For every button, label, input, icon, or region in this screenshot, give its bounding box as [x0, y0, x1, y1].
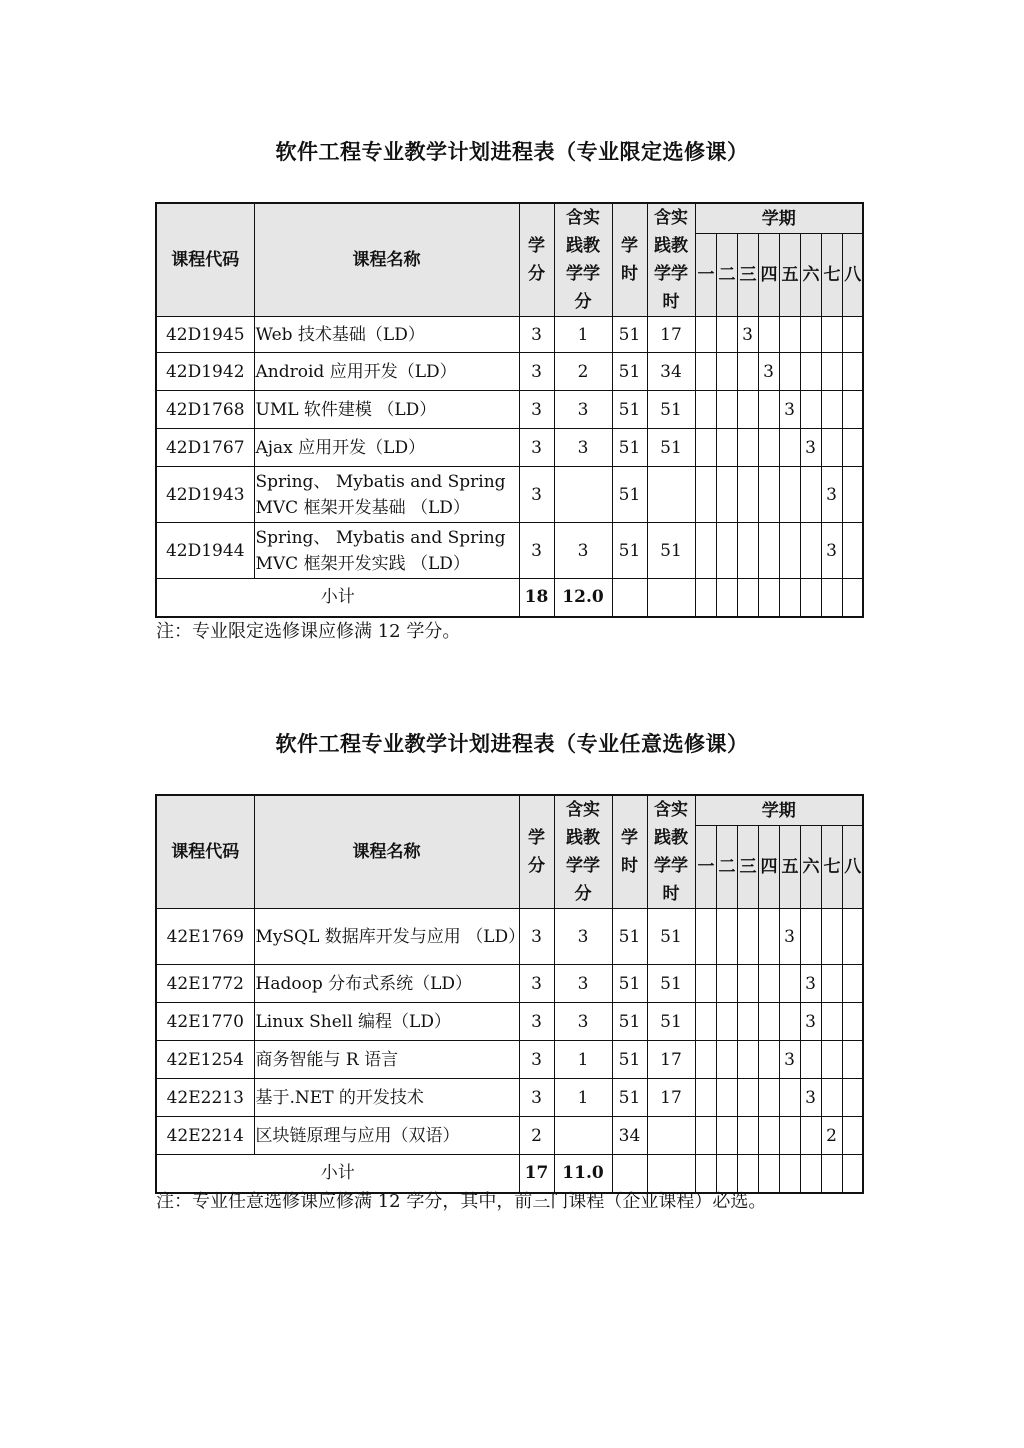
- practice-credit: [554, 1117, 612, 1155]
- subtotal-empty-cell: [800, 1155, 821, 1193]
- header-semester-6: 六: [800, 234, 821, 317]
- header-credit: [519, 203, 554, 317]
- header-semester-4: 四: [758, 234, 779, 317]
- practice-hours: 51: [647, 523, 695, 579]
- semester-5-credit: [779, 523, 800, 579]
- semester-1-credit: [695, 467, 716, 523]
- hours: 51: [612, 467, 647, 523]
- credit: 3: [519, 965, 554, 1003]
- header-semester-3: 三: [737, 826, 758, 909]
- course-code: 42D1767: [156, 429, 254, 467]
- semester-2-credit: [716, 965, 737, 1003]
- semester-1-credit: [695, 1079, 716, 1117]
- header-semester-3: 三: [737, 234, 758, 317]
- credit: 3: [519, 353, 554, 391]
- table-row: [156, 965, 863, 1003]
- subtotal-credit: 18: [519, 579, 554, 617]
- course-name: Hadoop 分布式系统（LD）: [254, 965, 519, 1003]
- semester-4-credit: [758, 467, 779, 523]
- semester-4-credit: [758, 429, 779, 467]
- header-semester-1: 一: [695, 234, 716, 317]
- table-row: [156, 1041, 863, 1079]
- semester-1-credit: [695, 317, 716, 353]
- semester-4-credit: 3: [758, 353, 779, 391]
- semester-8-credit: [842, 1079, 863, 1117]
- practice-hours: 51: [647, 1003, 695, 1041]
- semester-4-credit: [758, 1117, 779, 1155]
- semester-6-credit: 3: [800, 1003, 821, 1041]
- header-hours-line: 学: [621, 236, 638, 256]
- course-code: 42D1768: [156, 391, 254, 429]
- semester-4-credit: [758, 1003, 779, 1041]
- header-practice-hours-line: 学学: [654, 856, 688, 876]
- credit: 3: [519, 429, 554, 467]
- subtotal-empty-cell: [647, 579, 695, 617]
- header-course-name: 课程名称: [254, 203, 519, 317]
- subtotal-empty-cell: [821, 579, 842, 617]
- semester-7-credit: [821, 909, 842, 965]
- semester-6-credit: [800, 467, 821, 523]
- header-practice-credit-line: 践教: [566, 236, 600, 256]
- semester-8-credit: [842, 1003, 863, 1041]
- subtotal-label: 小计: [156, 1155, 519, 1193]
- practice-credit: [554, 467, 612, 523]
- semester-5-credit: [779, 965, 800, 1003]
- header-semester-4: 四: [758, 826, 779, 909]
- subtotal-empty-cell: [779, 1155, 800, 1193]
- header-credit-line: 分: [528, 264, 545, 284]
- table-row: [156, 317, 863, 353]
- course-code: 42E1769: [156, 909, 254, 965]
- semester-8-credit: [842, 965, 863, 1003]
- semester-1-credit: [695, 1003, 716, 1041]
- practice-credit: 3: [554, 1003, 612, 1041]
- course-code: 42D1942: [156, 353, 254, 391]
- semester-1-credit: [695, 523, 716, 579]
- semester-6-credit: [800, 1117, 821, 1155]
- course-plan-table-elective: [155, 794, 864, 1194]
- table-row: [156, 909, 863, 965]
- subtotal-empty-cell: [758, 579, 779, 617]
- course-name: UML 软件建模 （LD）: [254, 391, 519, 429]
- semester-6-credit: 3: [800, 1079, 821, 1117]
- header-hours: [612, 203, 647, 317]
- semester-2-credit: [716, 391, 737, 429]
- subtotal-empty-cell: [737, 579, 758, 617]
- subtotal-empty-cell: [842, 1155, 863, 1193]
- practice-credit: 3: [554, 909, 612, 965]
- header-hours: [612, 795, 647, 909]
- header-semester-2: 二: [716, 826, 737, 909]
- header-practice-hours-line: 学学: [654, 264, 688, 284]
- header-credit-line: 分: [528, 856, 545, 876]
- header-semester-8: 八: [842, 826, 863, 909]
- semester-7-credit: [821, 391, 842, 429]
- semester-4-credit: [758, 317, 779, 353]
- semester-8-credit: [842, 317, 863, 353]
- course-code: 42E1772: [156, 965, 254, 1003]
- semester-6-credit: [800, 1041, 821, 1079]
- practice-hours: 34: [647, 353, 695, 391]
- practice-hours: 17: [647, 1079, 695, 1117]
- credit: 3: [519, 523, 554, 579]
- header-practice-credit: [554, 203, 612, 317]
- hours: 51: [612, 429, 647, 467]
- header-practice-hours-line: 时: [662, 884, 680, 904]
- header-semester: 学期: [695, 795, 863, 826]
- semester-3-credit: [737, 965, 758, 1003]
- practice-hours: [647, 467, 695, 523]
- table-row: [156, 1003, 863, 1041]
- semester-5-credit: [779, 1003, 800, 1041]
- semester-6-credit: [800, 353, 821, 391]
- course-code: 42E1770: [156, 1003, 254, 1041]
- header-practice-hours-line: 践教: [654, 236, 688, 256]
- semester-6-credit: [800, 909, 821, 965]
- practice-hours: [647, 1117, 695, 1155]
- semester-8-credit: [842, 467, 863, 523]
- header-hours-line: 学: [621, 828, 638, 848]
- header-semester-8: 八: [842, 234, 863, 317]
- subtotal-empty-cell: [716, 579, 737, 617]
- semester-7-credit: [821, 1041, 842, 1079]
- header-practice-credit-line: 分: [574, 884, 592, 904]
- practice-credit: 1: [554, 1041, 612, 1079]
- header-course-code: 课程代码: [156, 795, 254, 909]
- semester-4-credit: [758, 523, 779, 579]
- header-credit-line: 学: [528, 236, 545, 256]
- subtotal-empty-cell: [821, 1155, 842, 1193]
- practice-credit: 1: [554, 317, 612, 353]
- semester-3-credit: [737, 353, 758, 391]
- header-practice-hours-line: 践教: [654, 828, 688, 848]
- semester-7-credit: [821, 965, 842, 1003]
- semester-2-credit: [716, 353, 737, 391]
- header-semester-6: 六: [800, 826, 821, 909]
- table-row: [156, 1079, 863, 1117]
- semester-8-credit: [842, 1041, 863, 1079]
- semester-4-credit: [758, 965, 779, 1003]
- practice-hours: 51: [647, 965, 695, 1003]
- semester-8-credit: [842, 391, 863, 429]
- header-practice-hours-line: 含实: [654, 208, 688, 228]
- semester-2-credit: [716, 909, 737, 965]
- hours: 51: [612, 391, 647, 429]
- semester-4-credit: [758, 1041, 779, 1079]
- course-plan-table-restricted: [155, 202, 864, 618]
- practice-credit: 3: [554, 523, 612, 579]
- semester-6-credit: [800, 317, 821, 353]
- credit: 3: [519, 317, 554, 353]
- semester-8-credit: [842, 909, 863, 965]
- table-row: [156, 429, 863, 467]
- header-practice-credit-line: 学学: [566, 856, 600, 876]
- header-semester-1: 一: [695, 826, 716, 909]
- subtotal-empty-cell: [842, 579, 863, 617]
- table-row: [156, 353, 863, 391]
- semester-2-credit: [716, 1041, 737, 1079]
- subtotal-empty-cell: [695, 579, 716, 617]
- table2-title: 软件工程专业教学计划进程表（专业任意选修课）: [275, 732, 749, 756]
- semester-7-credit: [821, 353, 842, 391]
- header-practice-credit-line: 含实: [566, 800, 600, 820]
- semester-2-credit: [716, 1003, 737, 1041]
- course-name: Spring、 Mybatis and Spring MVC 框架开发基础 （LD）: [254, 467, 519, 523]
- semester-8-credit: [842, 429, 863, 467]
- course-name: Android 应用开发（LD）: [254, 353, 519, 391]
- header-semester-5: 五: [779, 234, 800, 317]
- semester-7-credit: 2: [821, 1117, 842, 1155]
- semester-8-credit: [842, 1117, 863, 1155]
- table-row: [156, 391, 863, 429]
- header-practice-hours-line: 时: [662, 292, 680, 312]
- semester-5-credit: [779, 429, 800, 467]
- credit: 3: [519, 1003, 554, 1041]
- credit: 3: [519, 909, 554, 965]
- semester-6-credit: 3: [800, 429, 821, 467]
- semester-5-credit: 3: [779, 391, 800, 429]
- semester-5-credit: 3: [779, 1041, 800, 1079]
- semester-8-credit: [842, 353, 863, 391]
- semester-2-credit: [716, 467, 737, 523]
- course-name: 基于.NET 的开发技术: [254, 1079, 519, 1117]
- hours: 51: [612, 317, 647, 353]
- semester-1-credit: [695, 429, 716, 467]
- practice-credit: 1: [554, 1079, 612, 1117]
- semester-3-credit: [737, 523, 758, 579]
- semester-3-credit: [737, 1079, 758, 1117]
- header-hours-line: 时: [621, 264, 638, 284]
- semester-5-credit: [779, 1117, 800, 1155]
- course-code: 42D1944: [156, 523, 254, 579]
- semester-5-credit: [779, 1079, 800, 1117]
- course-name: 区块链原理与应用（双语）: [254, 1117, 519, 1155]
- hours: 34: [612, 1117, 647, 1155]
- semester-6-credit: [800, 523, 821, 579]
- table-row: [156, 523, 863, 579]
- header-course-code: 课程代码: [156, 203, 254, 317]
- semester-7-credit: 3: [821, 523, 842, 579]
- semester-7-credit: [821, 1003, 842, 1041]
- semester-3-credit: [737, 909, 758, 965]
- header-row: [156, 203, 863, 234]
- credit: 3: [519, 467, 554, 523]
- credit: 3: [519, 1079, 554, 1117]
- practice-hours: 17: [647, 317, 695, 353]
- semester-5-credit: 3: [779, 909, 800, 965]
- practice-hours: 17: [647, 1041, 695, 1079]
- course-name: Web 技术基础（LD）: [254, 317, 519, 353]
- practice-credit: 3: [554, 429, 612, 467]
- credit: 2: [519, 1117, 554, 1155]
- table1-note: 注：专业限定选修课应修满 12 学分。: [156, 621, 461, 642]
- course-code: 42D1943: [156, 467, 254, 523]
- header-course-name: 课程名称: [254, 795, 519, 909]
- header-semester-7: 七: [821, 826, 842, 909]
- semester-3-credit: [737, 391, 758, 429]
- credit: 3: [519, 391, 554, 429]
- semester-1-credit: [695, 965, 716, 1003]
- semester-1-credit: [695, 909, 716, 965]
- semester-1-credit: [695, 1041, 716, 1079]
- semester-2-credit: [716, 429, 737, 467]
- course-code: 42E2213: [156, 1079, 254, 1117]
- semester-7-credit: [821, 429, 842, 467]
- semester-2-credit: [716, 1117, 737, 1155]
- header-credit-line: 学: [528, 828, 545, 848]
- semester-5-credit: [779, 353, 800, 391]
- course-name: Ajax 应用开发（LD）: [254, 429, 519, 467]
- practice-credit: 3: [554, 965, 612, 1003]
- practice-hours: 51: [647, 909, 695, 965]
- semester-2-credit: [716, 1079, 737, 1117]
- table1-title: 软件工程专业教学计划进程表（专业限定选修课）: [275, 140, 749, 164]
- semester-7-credit: 3: [821, 467, 842, 523]
- table-row: [156, 1117, 863, 1155]
- semester-4-credit: [758, 909, 779, 965]
- subtotal-empty-cell: [800, 579, 821, 617]
- header-practice-hours: [647, 795, 695, 909]
- header-semester-5: 五: [779, 826, 800, 909]
- semester-8-credit: [842, 523, 863, 579]
- subtotal-empty-cell: [779, 579, 800, 617]
- semester-7-credit: [821, 317, 842, 353]
- subtotal-row: [156, 579, 863, 617]
- header-row: [156, 795, 863, 826]
- semester-3-credit: [737, 429, 758, 467]
- subtotal-practice-credit: 11.0: [554, 1155, 612, 1193]
- semester-7-credit: [821, 1079, 842, 1117]
- hours: 51: [612, 965, 647, 1003]
- header-credit: [519, 795, 554, 909]
- practice-hours: 51: [647, 391, 695, 429]
- subtotal-empty-cell: [612, 579, 647, 617]
- semester-6-credit: 3: [800, 965, 821, 1003]
- header-semester-7: 七: [821, 234, 842, 317]
- course-code: 42E2214: [156, 1117, 254, 1155]
- hours: 51: [612, 1079, 647, 1117]
- semester-3-credit: 3: [737, 317, 758, 353]
- semester-2-credit: [716, 317, 737, 353]
- course-name: Linux Shell 编程（LD）: [254, 1003, 519, 1041]
- semester-3-credit: [737, 1041, 758, 1079]
- course-code: 42E1254: [156, 1041, 254, 1079]
- header-practice-credit: [554, 795, 612, 909]
- header-practice-hours: [647, 203, 695, 317]
- hours: 51: [612, 909, 647, 965]
- practice-credit: 3: [554, 391, 612, 429]
- header-practice-credit-line: 含实: [566, 208, 600, 228]
- header-semester-2: 二: [716, 234, 737, 317]
- header-practice-hours-line: 含实: [654, 800, 688, 820]
- subtotal-practice-credit: 12.0: [554, 579, 612, 617]
- header-semester: 学期: [695, 203, 863, 234]
- course-name: Spring、 Mybatis and Spring MVC 框架开发实践 （LD）: [254, 523, 519, 579]
- table2-note: 注：专业任意选修课应修满 12 学分，其中，前三门课程（企业课程）必选。: [156, 1191, 767, 1212]
- semester-1-credit: [695, 353, 716, 391]
- hours: 51: [612, 353, 647, 391]
- semester-3-credit: [737, 1003, 758, 1041]
- practice-hours: 51: [647, 429, 695, 467]
- header-practice-credit-line: 学学: [566, 264, 600, 284]
- hours: 51: [612, 523, 647, 579]
- semester-1-credit: [695, 1117, 716, 1155]
- course-name: MySQL 数据库开发与应用 （LD）: [254, 909, 519, 965]
- semester-4-credit: [758, 1079, 779, 1117]
- semester-4-credit: [758, 391, 779, 429]
- semester-6-credit: [800, 391, 821, 429]
- semester-5-credit: [779, 467, 800, 523]
- header-practice-credit-line: 践教: [566, 828, 600, 848]
- semester-3-credit: [737, 467, 758, 523]
- practice-credit: 2: [554, 353, 612, 391]
- hours: 51: [612, 1041, 647, 1079]
- subtotal-credit: 17: [519, 1155, 554, 1193]
- course-name: 商务智能与 R 语言: [254, 1041, 519, 1079]
- course-code: 42D1945: [156, 317, 254, 353]
- header-practice-credit-line: 分: [574, 292, 592, 312]
- hours: 51: [612, 1003, 647, 1041]
- header-hours-line: 时: [621, 856, 638, 876]
- subtotal-label: 小计: [156, 579, 519, 617]
- credit: 3: [519, 1041, 554, 1079]
- semester-5-credit: [779, 317, 800, 353]
- semester-1-credit: [695, 391, 716, 429]
- semester-3-credit: [737, 1117, 758, 1155]
- table-row: [156, 467, 863, 523]
- semester-2-credit: [716, 523, 737, 579]
